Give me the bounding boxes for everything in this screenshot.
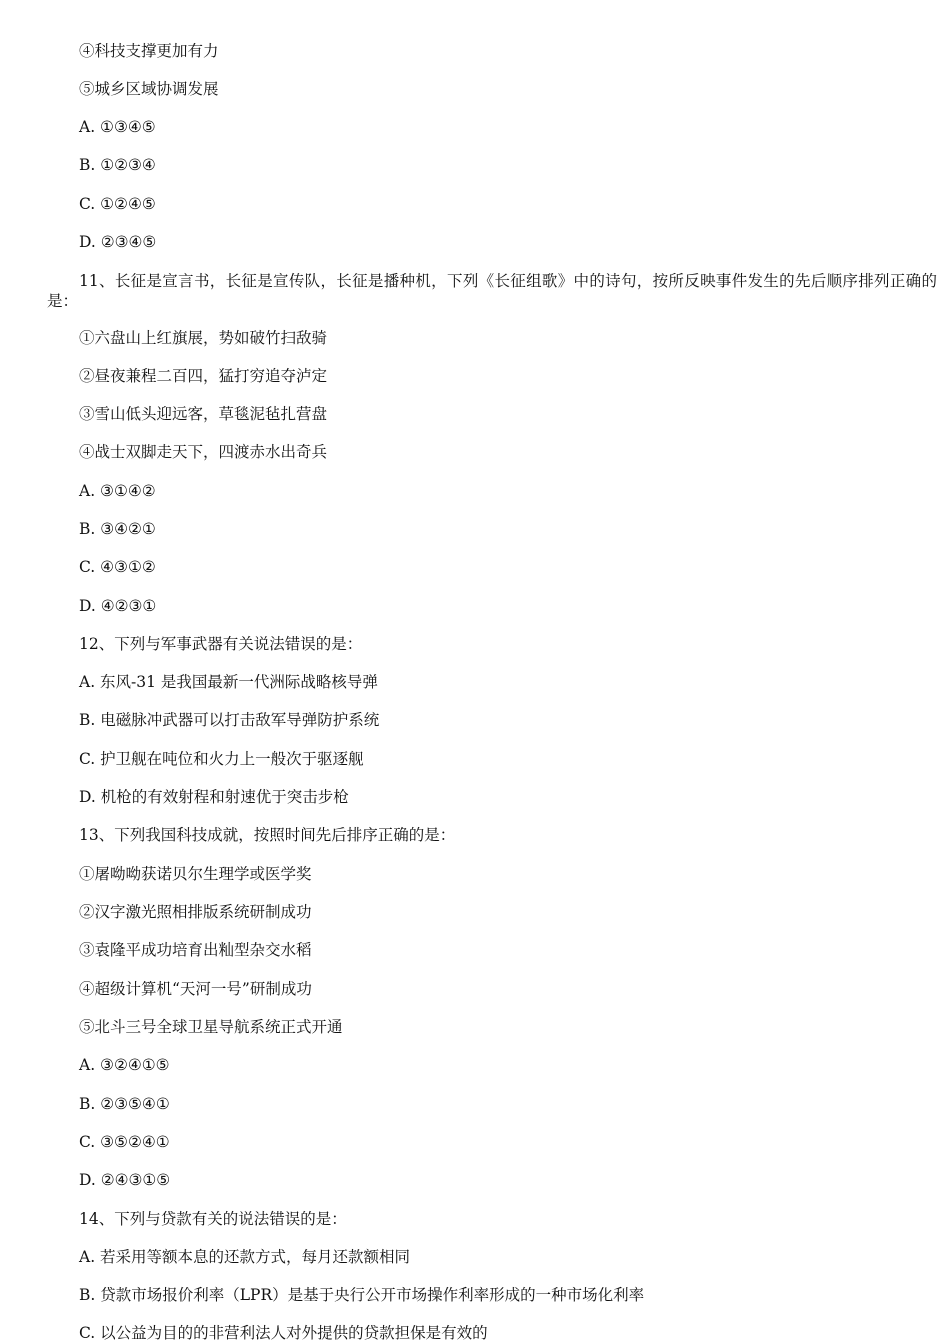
answer-choice-a: A. 若采用等额本息的还款方式，每月还款额相同: [79, 1248, 411, 1266]
answer-choice-b: B. 电磁脉冲武器可以打击敌军导弹防护系统: [79, 711, 380, 729]
answer-choice-a: A. ③①④②: [79, 482, 156, 500]
answer-choice-c: C. ③⑤②④①: [79, 1133, 170, 1151]
answer-choice-c: C. ①②④⑤: [79, 195, 156, 213]
option-item: ①六盘山上红旗展，势如破竹扫敌骑: [79, 329, 328, 347]
question-12: 12、下列与军事武器有关说法错误的是：: [79, 635, 363, 653]
option-item: ⑤城乡区域协调发展: [79, 80, 219, 98]
answer-choice-a: A. 东风-31 是我国最新一代洲际战略核导弹: [79, 673, 378, 691]
question-11: 11、长征是宣言书，长征是宣传队，长征是播种机，下列《长征组歌》中的诗句，按所反映事件发生的先后顺序排列正确的是：: [47, 272, 937, 310]
question-14: 14、下列与贷款有关的说法错误的是：: [79, 1210, 347, 1228]
answer-choice-b: B. ③④②①: [79, 520, 156, 538]
answer-choice-a: A. ③②④①⑤: [79, 1056, 170, 1074]
answer-choice-b: B. ②③⑤④①: [79, 1095, 170, 1113]
answer-choice-c: C. 护卫舰在吨位和火力上一般次于驱逐舰: [79, 750, 364, 768]
answer-choice-d: D. ②③④⑤: [79, 233, 157, 251]
option-item: ③雪山低头迎远客，草毯泥毡扎营盘: [79, 405, 328, 423]
answer-choice-d: D. 机枪的有效射程和射速优于突击步枪: [79, 788, 349, 806]
answer-choice-a: A. ①③④⑤: [79, 118, 156, 136]
option-item: ④战士双脚走天下，四渡赤水出奇兵: [79, 443, 328, 461]
option-item: ③袁隆平成功培育出籼型杂交水稻: [79, 941, 312, 959]
option-item: ④科技支撑更加有力: [79, 42, 219, 60]
option-item: ②昼夜兼程二百四，猛打穷追夺泸定: [79, 367, 328, 385]
answer-choice-d: D. ④②③①: [79, 597, 157, 615]
option-item: ①屠呦呦获诺贝尔生理学或医学奖: [79, 865, 312, 883]
answer-choice-b: B. 贷款市场报价利率（LPR）是基于央行公开市场操作利率形成的一种市场化利率: [79, 1286, 645, 1304]
answer-choice-c: C. ④③①②: [79, 558, 156, 576]
option-item: ②汉字激光照相排版系统研制成功: [79, 903, 312, 921]
question-13: 13、下列我国科技成就，按照时间先后排序正确的是：: [79, 826, 456, 844]
option-item: ④超级计算机“天河一号”研制成功: [79, 980, 312, 998]
answer-choice-c: C. 以公益为目的的非营利法人对外提供的贷款担保是有效的: [79, 1324, 488, 1342]
answer-choice-b: B. ①②③④: [79, 156, 156, 174]
answer-choice-d: D. ②④③①⑤: [79, 1171, 171, 1189]
option-item: ⑤北斗三号全球卫星导航系统正式开通: [79, 1018, 343, 1036]
